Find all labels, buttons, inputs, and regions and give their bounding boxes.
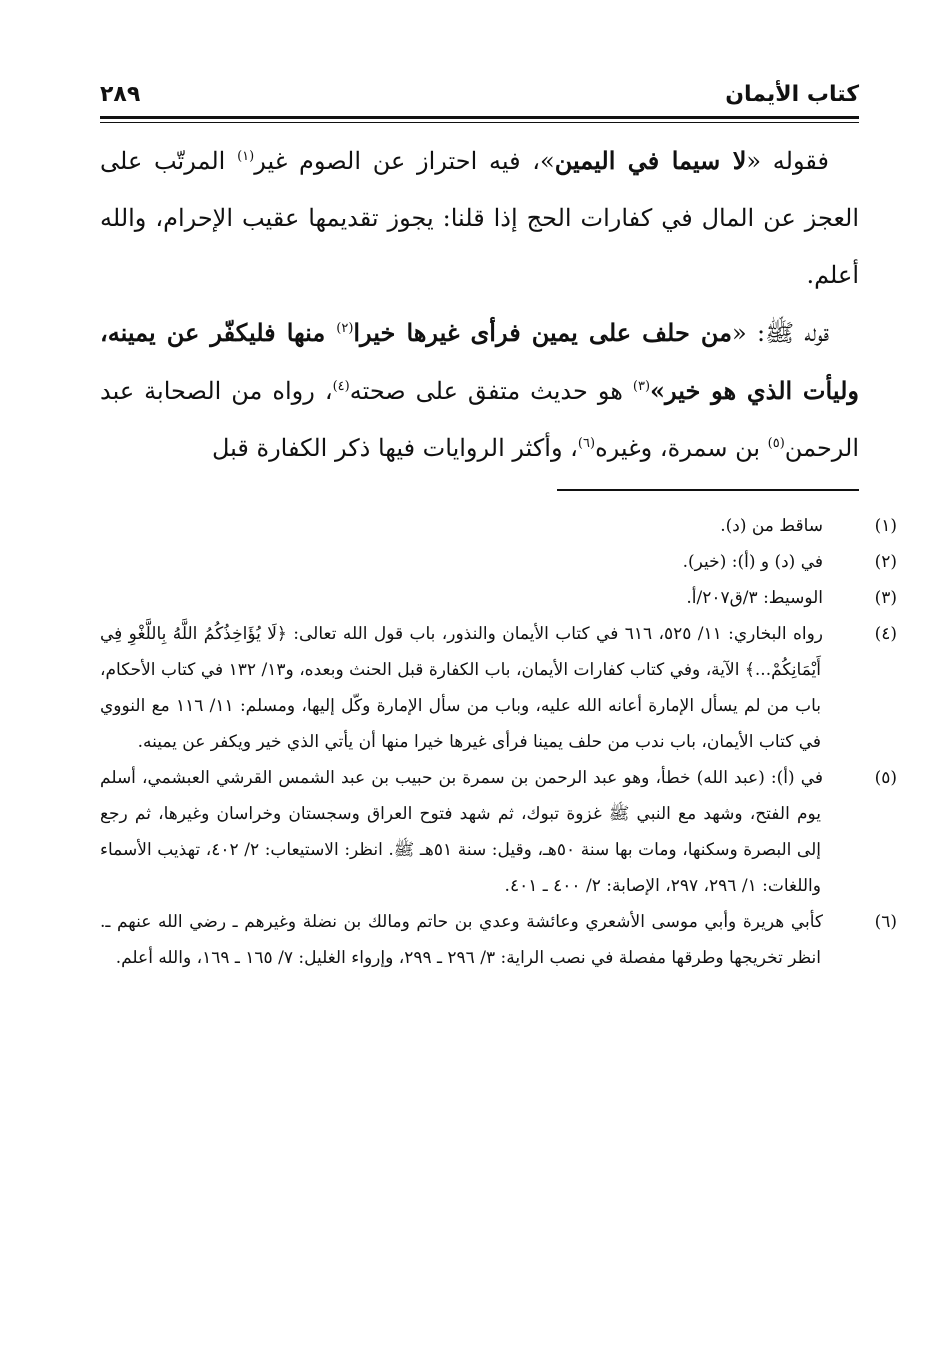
- bold-quote: لا سيما في اليمين: [554, 146, 747, 175]
- footnote: [100, 508, 897, 544]
- text-run: ، وأكثر الروايات فيها ذكر الكفارة قبل: [211, 434, 578, 462]
- footnote-number: (٤): [874, 624, 897, 644]
- quote-mark: »: [650, 376, 666, 405]
- footnote: [100, 760, 897, 904]
- text-run: هو حديث متفق على صحته: [349, 377, 633, 405]
- paragraph: [100, 304, 859, 477]
- running-header: [100, 80, 859, 114]
- footnote: [100, 904, 897, 976]
- header-rule-thin: [100, 122, 859, 123]
- footnote: [100, 580, 897, 616]
- hadith-text: منها فليكفّر عن يمينه، وليأت الذي هو خير: [100, 318, 859, 405]
- footnote-number: (٥): [874, 768, 897, 788]
- hadith-text: من حلف على يمين فرأى غيرها خيرا: [353, 318, 732, 347]
- footnote: [100, 616, 897, 760]
- header-rule-thick: [100, 116, 859, 119]
- footnote-text: الآية، وفي كتاب كفارات الأيمان، باب الكفارة قبل الحنث وبعده، و١٣/ ١٣٢ في كتاب الأحكام، باب من لم يسأل الإمارة أعانه الله عليه، وباب من سأل الإمارة وكّل إليها، ومسلم: ١١/ ١١٦ مع النووي في كتاب الأيمان، باب ندب من حلف يمينا فرأى غيرها خيرا منها أن يأتي الذي خير ويكفر عن يمينه.: [100, 660, 821, 752]
- text-run: ، رواه من الصحابة عبد الرحمن: [100, 377, 859, 462]
- footnote-text: رواه البخاري: ١١/ ٥٢٥، ٦١٦ في كتاب الأيمان والنذور، باب قول الله تعالى:: [286, 624, 823, 644]
- footnote-text: الوسيط: ٣/ق٢٠٧/أ.: [686, 588, 823, 608]
- text-run: »، فيه احتراز عن الصوم غير: [254, 147, 555, 175]
- footnote-number: (٣): [874, 588, 897, 608]
- text-run: قوله ﷺ: «: [732, 319, 829, 347]
- footnote-ref: (٦): [577, 436, 596, 451]
- footnote-ref: (٢): [336, 321, 354, 336]
- footnote: [100, 544, 897, 580]
- page-number: ٢٨٩: [100, 82, 141, 107]
- footnotes: [100, 508, 897, 976]
- footnote-separator: [557, 489, 859, 491]
- footnote-ref: (٤): [332, 379, 350, 394]
- chapter-title: كتاب الأيمان: [725, 82, 859, 107]
- footnote-text: في (د) و (أ): (خير).: [682, 552, 823, 572]
- text-run: فقوله «: [746, 147, 830, 175]
- footnote-text: ساقط من (د).: [720, 516, 823, 536]
- main-text: [100, 132, 859, 477]
- footnote-text: في (أ): (عبد الله) خطأ، وهو عبد الرحمن بن سمرة بن حبيب بن عبد الشمس القرشي العبشمي، أسلم يوم الفتح، وشهد مع النبي ﷺ غزوة تبوك، ثم شهد فتوح العراق وسجستان وخراسان وغيرها، ثم رجع إلى البصرة وسكنها، ومات بها سنة ٥٠هـ، وقيل: سنة ٥١هـ ﷺ. انظر: الاستيعاب: ٢/ ٤٠٢، تهذيب الأسماء واللغات: ١/ ٢٩٦، ٢٩٧، الإصابة: ٢/ ٤٠٠ ـ ٤٠١.: [100, 768, 823, 896]
- footnote-text: كأبي هريرة وأبي موسى الأشعري وعائشة وعدي بن حاتم ومالك بن نضلة وغيرهم ـ رضي الله عنهم ـ. انظر تخريجها وطرقها مفصلة في نصب الراية: ٣/ ٢٩٦ ـ ٢٩٩، وإرواء الغليل: ٧/ ١٦٥ ـ ١٦٩، والله أعلم.: [100, 912, 823, 968]
- text-run: المرتّب على العجز عن المال في كفارات الحج إذا قلنا: يجوز تقديمها عقيب الإحرام، والله أعلم.: [100, 147, 859, 289]
- footnote-number: (٢): [874, 552, 897, 572]
- text-run: بن سمرة، وغيره: [595, 434, 768, 462]
- footnote-ref: (١): [237, 149, 255, 164]
- footnote-ref: (٥): [767, 436, 785, 451]
- quran-verse: ﴿لَا يُؤَاخِذُكُمُ اللَّهُ بِاللَّغْوِ فِي أَيْمَانِكُمْ...﴾: [100, 624, 821, 680]
- footnote-number: (٦): [874, 912, 897, 932]
- paragraph: [100, 132, 859, 304]
- footnote-ref: (٣): [632, 379, 651, 394]
- footnote-number: (١): [874, 516, 897, 536]
